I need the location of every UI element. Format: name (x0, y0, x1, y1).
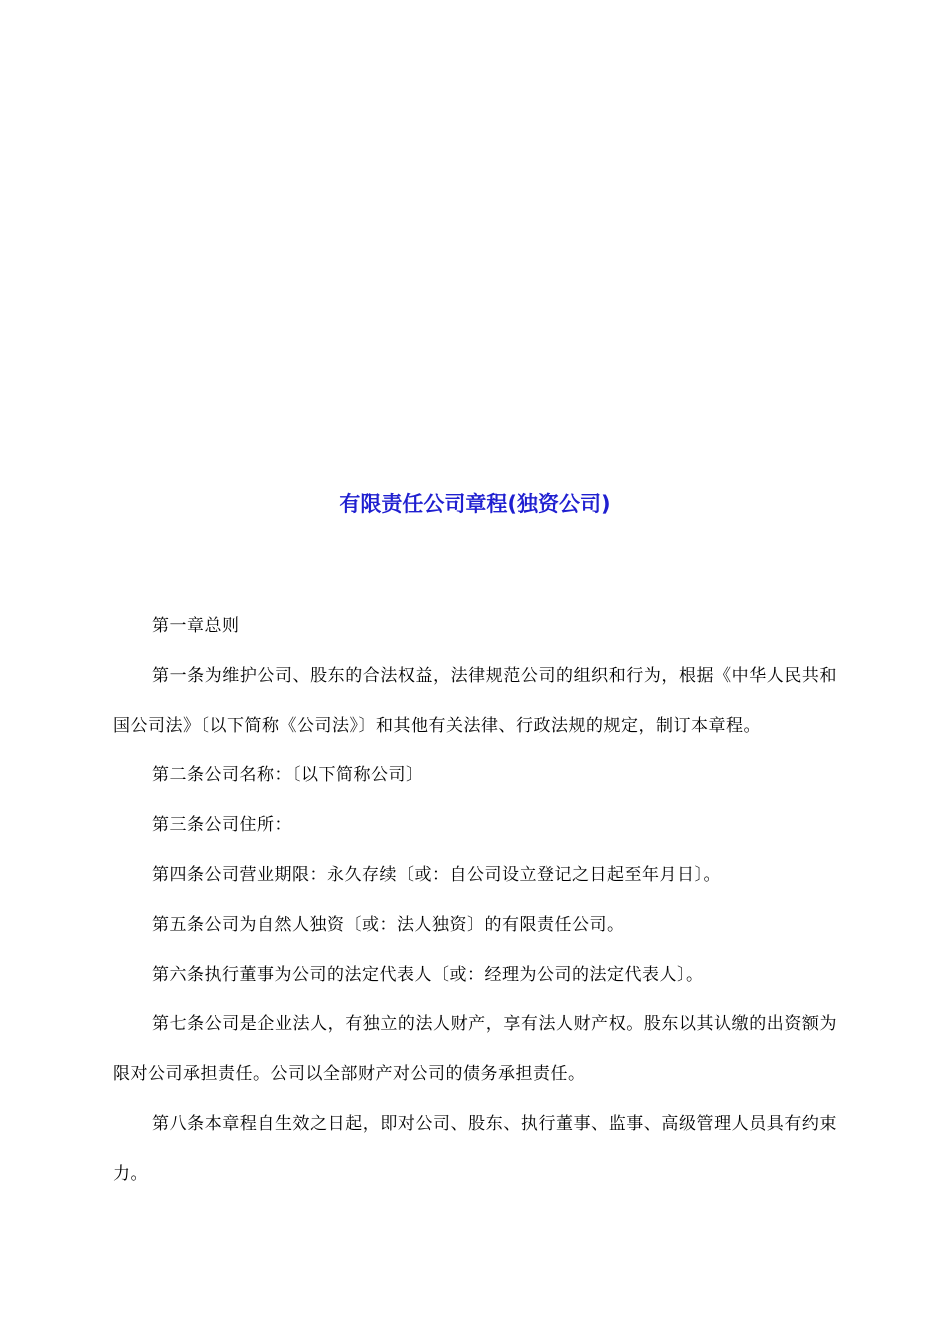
document-title: 有限责任公司章程(独资公司) (339, 492, 611, 516)
article-6: 第六条执行董事为公司的法定代表人〔或：经理为公司的法定代表人〕。 (152, 964, 704, 985)
article-1: 第一条为维护公司、股东的合法权益，法律规范公司的组织和行为，根据《中华人民共和国公司法》〔以下简称《公司法》〕和其他有关法律、行政法规的规定，制订本章程。 (113, 665, 837, 736)
article-4: 第四条公司营业期限：永久存续〔或：自公司设立登记之日起至年月日〕。 (152, 864, 721, 885)
article-7: 第七条公司是企业法人，有独立的法人财产，享有法人财产权。股东以其认缴的出资额为限对公司承担责任。公司以全部财产对公司的债务承担责任。 (113, 1014, 837, 1085)
article-8: 第八条本章程自生效之日起，即对公司、股东、执行董事、监事、高级管理人员具有约束力。 (113, 1113, 837, 1184)
article-3: 第三条公司住所： (152, 815, 292, 836)
document-body (113, 602, 837, 1200)
chapter-heading: 第一章总则 (152, 616, 240, 636)
article-2: 第二条公司名称：〔以下简称公司〕 (152, 765, 424, 786)
article-5: 第五条公司为自然人独资〔或：法人独资〕的有限责任公司。 (152, 914, 625, 935)
